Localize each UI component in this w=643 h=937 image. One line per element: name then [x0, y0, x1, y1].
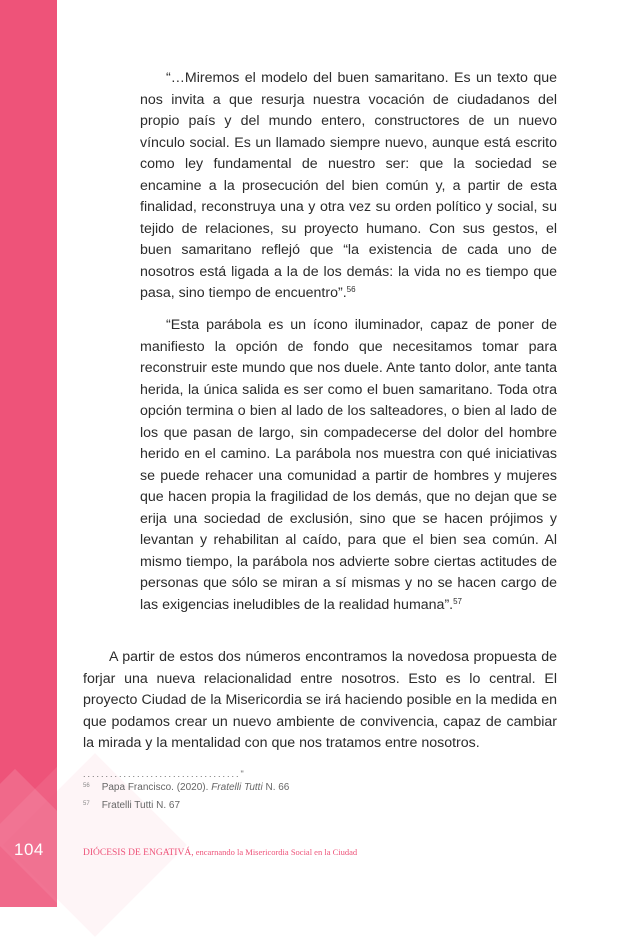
footnote-ref[interactable]: 56 — [346, 285, 356, 294]
footnote-text: Papa Francisco. (2020). — [101, 782, 212, 793]
quote-text: “Esta parábola es un ícono iluminador, capaz de poner de manifiesto la opción de fondo que necesitamos tomar para reconstruir este mundo que nos duele. Ante tanto dolor, ante tanta herida, la única salida es ser como el buen samaritano. Toda otra opción termina o bien al lado de los salteadores, o bien al lado de los que pasan de largo, sin compadecerse del dolor del hombre herido en el camino. La parábola nos muestra con qué iniciativas se puede rehacer una comunidad a partir de hombres y mujeres que hacen propia la fragilidad de los demás, que no dejan que se erija una sociedad de exclusión, sino que se hacen prójimos y levantan y rehabilitan al caído, para que el bien sea común. Al mismo tiempo, la parábola nos advierte sobre ciertas actitudes de personas que sólo se miran a sí mismas y no se hacen cargo de las exigencias ineludibles de la realidad humana”. — [140, 317, 557, 613]
footnote-text: N. 66 — [262, 782, 290, 793]
footnote-item — [83, 800, 180, 811]
footnote-title: Fratelli Tutti — [211, 782, 263, 793]
footnote-item — [83, 782, 289, 793]
side-color-band — [0, 0, 57, 907]
running-footer — [83, 847, 357, 858]
quote-paragraph — [140, 68, 557, 305]
footnote-text: Fratelli Tutti N. 67 — [101, 800, 181, 811]
page-number: 104 — [14, 840, 44, 859]
quote-paragraph — [140, 315, 557, 616]
footnote-number: 57 — [83, 801, 90, 807]
footnote-number: 56 — [83, 783, 90, 789]
quote-text: “…Miremos el modelo del buen samaritano. Es un texto que nos invita a que resurja nuestra vocación de ciudadanos del propio país y del mundo entero, constructores de un nuevo vínculo social. Es un llamado siempre nuevo, aunque está escrito como ley fundamental de nuestro ser: que la sociedad se encamine a la prosecución del bien común y, a partir de esta finalidad, reconstruya una y otra vez su orden político y social, su tejido de relaciones, su proyecto humano. Con sus gestos, el buen samaritano reflejó que “la existencia de cada uno de nosotros está ligada a la de los demás: la vida no es tiempo que pasa, sino tiempo de encuentro”. — [140, 70, 557, 301]
running-footer-sub: encarnando la Misericordia Social en la Ciudad — [193, 847, 358, 857]
running-footer-main: DIÓCESIS DE ENGATIVÁ, — [83, 848, 194, 858]
footnote-ref[interactable]: 57 — [453, 596, 463, 606]
footnote-separator: ..................................." — [83, 769, 246, 779]
body-paragraph: A partir de estos dos números encontramos la novedosa propuesta de forjar una nueva relacionalidad entre nosotros. Esto es lo central. El proyecto Ciudad de la Misericordia se irá haciendo posible en la medida en que podamos crear un nuevo ambiente de convivencia, capaz de cambiar la mirada y la mentalidad con que nos tratamos entre nosotros. — [83, 649, 557, 751]
